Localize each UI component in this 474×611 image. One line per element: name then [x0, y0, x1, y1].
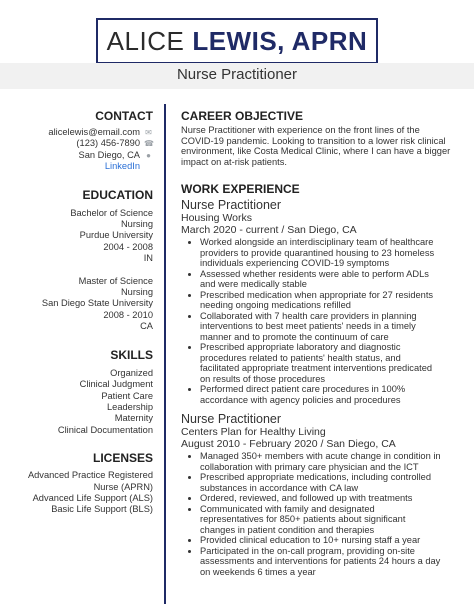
job-subtitle: Nurse Practitioner: [176, 66, 298, 83]
job-title: Nurse Practitioner: [181, 198, 282, 212]
right-column: [181, 109, 469, 577]
license-item: Advanced Life Support (ALS): [32, 492, 153, 503]
job-dates: March 2020 - current / San Diego, CA: [181, 224, 357, 236]
skill-item: Organized: [110, 367, 153, 378]
objective-text: [181, 125, 469, 167]
skills-heading: SKILLS: [110, 347, 153, 362]
education-entry: [0, 208, 153, 265]
bullet-item: • Collaborated with 7 health care providers in planning interventions to best meet patients' needs in a timely manner and to promote the continuum of care: [200, 311, 469, 343]
bullet-item: • Communicated with family and designated representatives for 850+ patients about significant changes in patient condition and therapies: [200, 504, 469, 536]
location-text: San Diego, CA: [78, 149, 140, 160]
email-icon: ✉: [145, 128, 152, 137]
skill-item: Clinical Documentation: [57, 424, 153, 435]
job-title: Nurse Practitioner: [181, 412, 282, 426]
phone-row: [0, 138, 153, 149]
phone-text: (123) 456-7890: [76, 138, 140, 149]
name-header: [96, 18, 378, 64]
location-row: [0, 150, 153, 161]
linkedin-link[interactable]: LinkedIn: [104, 161, 140, 172]
school: San Diego State University: [41, 298, 153, 309]
objective-line: COVID-19 pandemic. Looking to transition to a lower risk clinical: [181, 135, 446, 146]
license-item: Advanced Practice Registered: [27, 470, 153, 481]
school-location: IN: [143, 253, 153, 264]
school: Purdue University: [79, 230, 153, 241]
job-bullets: [181, 237, 469, 405]
dates: 2008 - 2010: [103, 309, 153, 320]
objective-line: environment, like Costa Medical Clinic, where I can have a bigger: [181, 146, 451, 156]
bullet-item: • Provided clinical education to 10+ nursing staff a year: [200, 535, 469, 546]
bullet-item: • Prescribed appropriate medications, including controlled substances in accordance with CA law: [200, 472, 469, 493]
education-heading: EDUCATION: [82, 187, 153, 202]
degree: Bachelor of Science: [70, 207, 153, 218]
school-location: CA: [140, 321, 153, 332]
last-name: LEWIS, APRN: [192, 25, 368, 56]
bullet-item: • Managed 350+ members with acute change in condition in collaboration with primary care physician and the ICT: [200, 451, 469, 472]
linkedin-row: [0, 161, 153, 172]
dates: 2004 - 2008: [103, 241, 153, 252]
skill-item: Maternity: [114, 413, 153, 424]
bullet-item: • Prescribed appropriate laboratory and diagnostic procedures related to patients' health status, and facilitated appropriate treatment interventions predicated on results of those procedures: [200, 342, 469, 384]
experience-heading: WORK EXPERIENCE: [181, 182, 300, 196]
skill-item: Patient Care: [101, 390, 153, 401]
license-item: Basic Life Support (BLS): [51, 504, 153, 515]
education-entry: [0, 276, 153, 333]
bullet-item: • Prescribed medication when appropriate for 27 residents needing ongoing medications refilled: [200, 290, 469, 311]
company: Housing Works: [181, 212, 252, 224]
bullet-item: • Ordered, reviewed, and followed up with treatments: [200, 493, 469, 504]
objective-line: Nurse Practitioner with experience on the front lines of the: [181, 125, 420, 135]
licenses-heading: LICENSES: [92, 451, 153, 466]
field: Nursing: [120, 219, 153, 230]
skill-item: Clinical Judgment: [79, 379, 153, 390]
degree: Master of Science: [78, 275, 153, 286]
first-name: ALICE: [106, 25, 185, 56]
company: Centers Plan for Healthy Living: [181, 426, 326, 438]
job-bullets: [181, 451, 469, 577]
objective-heading: CAREER OBJECTIVE: [181, 109, 304, 123]
contact-heading: CONTACT: [95, 109, 153, 123]
left-column: [0, 109, 153, 516]
phone-icon: ☎: [144, 139, 154, 149]
column-divider: [164, 104, 166, 604]
bullet-item: • Performed direct patient care procedures in 100% accordance with agency policies and procedures: [200, 384, 469, 405]
field: Nursing: [120, 287, 153, 298]
email-text[interactable]: alicelewis@email.com: [48, 127, 140, 137]
job-entry: [181, 412, 469, 577]
location-icon: ●: [146, 150, 151, 160]
objective-line: impact on at-risk patients.: [181, 156, 287, 167]
email-row: [0, 127, 153, 138]
job-entry: [181, 198, 469, 405]
job-dates: August 2010 - February 2020 / San Diego, CA: [181, 438, 396, 450]
skill-item: Leadership: [106, 401, 153, 412]
bullet-item: • Participated in the on-call program, providing on-site assessments and interventions for patients 24 hours a day on weekends 6 times a year: [200, 546, 469, 578]
bullet-item: • Worked alongside an interdisciplinary team of healthcare providers to provide quarantined housing to 23 homeless individuals experiencing COVID-19 symptoms: [200, 237, 469, 269]
license-item: Nurse (APRN): [93, 481, 153, 492]
bullet-item: • Assessed whether residents were able to perform ADLs and were medically stable: [200, 269, 469, 290]
